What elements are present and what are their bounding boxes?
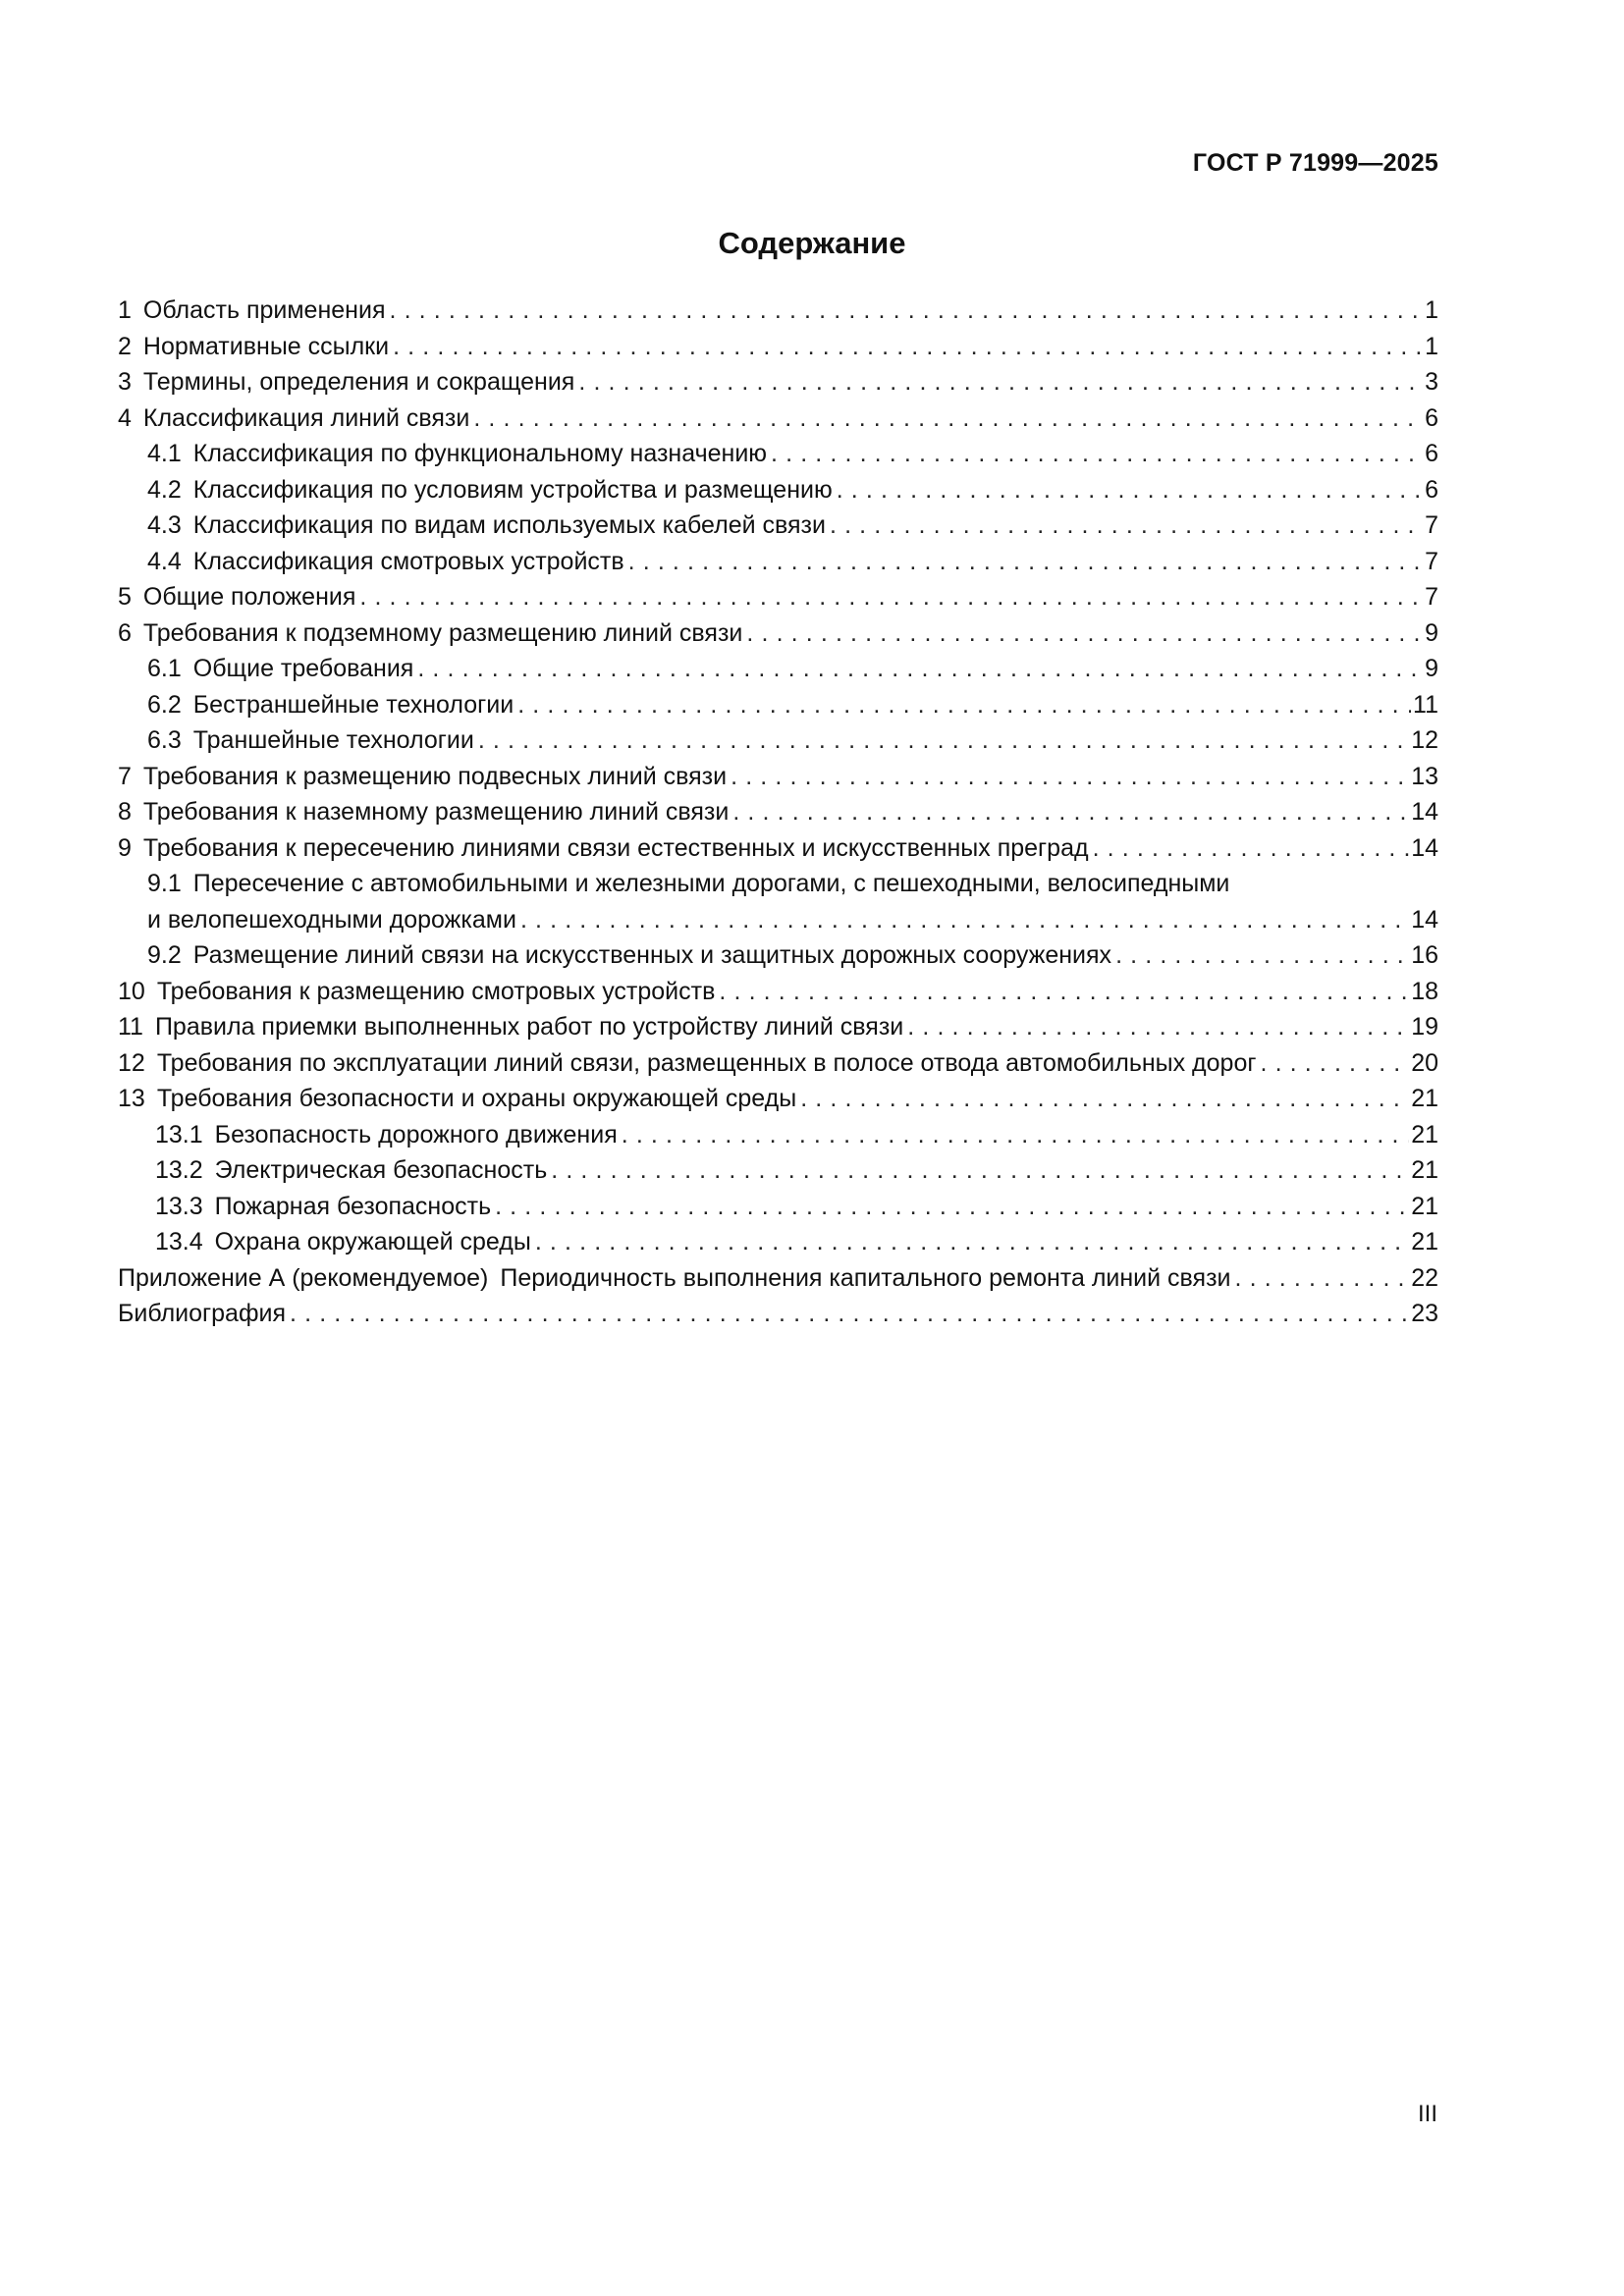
toc-entry-title: Размещение линий связи на искусственных и защитных дорожных сооружениях: [192, 941, 1112, 969]
toc-entry-page: 21: [1409, 1152, 1438, 1189]
toc-entry-page: 21: [1409, 1081, 1438, 1117]
toc-subentry[interactable]: [118, 937, 1438, 974]
toc-entry-number: 3: [118, 368, 132, 396]
toc-entry-title: Требования к пересечению линиями связи естественных и искусственных преград: [142, 833, 1089, 862]
toc-entry[interactable]: [118, 329, 1438, 365]
toc-entry-number: 11: [118, 1013, 143, 1041]
toc-leader-dots: [517, 687, 1411, 723]
toc-leader-dots: [837, 472, 1423, 508]
toc-entry-number: 4.3: [147, 511, 182, 539]
toc-entry[interactable]: [118, 1081, 1438, 1117]
toc-entry-page: 9: [1423, 615, 1438, 652]
toc-leader-dots: [1235, 1260, 1410, 1297]
toc-subentry[interactable]: [118, 1152, 1438, 1189]
toc-subentry[interactable]: [118, 472, 1438, 508]
toc-entry-title: Траншейные технологии: [192, 726, 474, 754]
toc-entry[interactable]: [118, 759, 1438, 795]
toc-entry-title: Нормативные ссылки: [142, 332, 390, 360]
toc-entry[interactable]: [118, 830, 1438, 867]
toc-entry-page: 13: [1409, 759, 1438, 795]
toc-entry-page: 6: [1423, 472, 1438, 508]
toc-entry-title: Классификация по функциональному назначению: [192, 440, 768, 467]
table-of-contents: [118, 293, 1438, 1332]
toc-entry-title: Классификация линий связи: [142, 403, 470, 432]
toc-entry-number: 9.1: [147, 870, 182, 897]
toc-entry-title: Библиография: [118, 1300, 287, 1327]
toc-entry-number: 2: [118, 332, 132, 360]
toc-entry-title: Область применения: [142, 296, 386, 324]
toc-entry-bibliography[interactable]: [118, 1296, 1438, 1332]
toc-subentry[interactable]: [118, 651, 1438, 687]
toc-entry-page: 18: [1409, 974, 1438, 1010]
toc-entry-number: 6.2: [147, 690, 182, 719]
toc-entry-page: 1: [1423, 293, 1438, 329]
toc-entry-appendix[interactable]: [118, 1260, 1438, 1297]
toc-entry-page: 23: [1409, 1296, 1438, 1332]
toc-entry-title: Классификация смотровых устройств: [192, 547, 624, 575]
toc-entry[interactable]: [118, 615, 1438, 652]
toc-entry-title: Пересечение с автомобильными и железными дорогами, с пешеходными, велосипедными: [192, 870, 1230, 897]
toc-leader-dots: [393, 329, 1423, 365]
toc-leader-dots: [290, 1296, 1409, 1332]
toc-entry-page: 21: [1409, 1224, 1438, 1260]
toc-leader-dots: [535, 1224, 1409, 1260]
toc-entry-page: 21: [1409, 1117, 1438, 1153]
toc-entry-page: 7: [1423, 507, 1438, 544]
toc-entry-page: 7: [1423, 544, 1438, 580]
toc-leader-dots: [520, 902, 1409, 938]
toc-leader-dots: [359, 579, 1423, 615]
toc-leader-dots: [1093, 830, 1410, 867]
toc-subentry[interactable]: [118, 1189, 1438, 1225]
toc-subentry[interactable]: [118, 1224, 1438, 1260]
toc-entry-page: 6: [1423, 400, 1438, 437]
toc-entry[interactable]: [118, 579, 1438, 615]
toc-leader-dots: [495, 1189, 1409, 1225]
toc-title: Содержание: [718, 226, 906, 260]
toc-entry-page: 14: [1409, 830, 1438, 867]
toc-entry-number: 5: [118, 583, 132, 611]
toc-leader-dots: [622, 1117, 1409, 1153]
toc-leader-dots: [771, 436, 1423, 472]
toc-entry-title: Требования к подземному размещению линий связи: [142, 618, 743, 647]
toc-entry-page: 1: [1423, 329, 1438, 365]
toc-entry[interactable]: [118, 794, 1438, 830]
toc-entry[interactable]: [118, 364, 1438, 400]
toc-entry-page: 21: [1409, 1189, 1438, 1225]
toc-leader-dots: [731, 759, 1409, 795]
toc-entry-number: 9.2: [147, 941, 182, 969]
toc-leader-dots: [746, 615, 1423, 652]
toc-entry-title: Классификация по видам используемых кабелей связи: [192, 511, 826, 539]
toc-entry-number: 13: [118, 1085, 145, 1112]
document-code: ГОСТ Р 71999—2025: [1192, 149, 1438, 177]
toc-leader-dots: [1115, 937, 1409, 974]
toc-leader-dots: [719, 974, 1409, 1010]
toc-entry-title: Бестраншейные технологии: [192, 690, 514, 719]
toc-entry-number: 13.2: [155, 1156, 203, 1184]
toc-entry[interactable]: [118, 1009, 1438, 1045]
toc-entry-page: 12: [1409, 722, 1438, 759]
toc-leader-dots: [830, 507, 1423, 544]
toc-entry-number: 6.1: [147, 655, 182, 682]
toc-entry-page: 9: [1423, 651, 1438, 687]
toc-entry-number: 7: [118, 762, 132, 790]
toc-entry-number: 13.4: [155, 1228, 203, 1255]
toc-entry[interactable]: [118, 1045, 1438, 1082]
toc-entry-title: Безопасность дорожного движения: [214, 1120, 618, 1148]
toc-leader-dots: [732, 794, 1409, 830]
toc-entry-number: Приложение А (рекомендуемое): [118, 1263, 489, 1292]
toc-entry-title: Требования к наземному размещению линий связи: [142, 798, 730, 826]
toc-leader-dots: [551, 1152, 1409, 1189]
toc-leader-dots: [417, 651, 1423, 687]
toc-leader-dots: [1260, 1045, 1409, 1082]
toc-entry-number: 4: [118, 403, 132, 432]
toc-entry-page: 3: [1423, 364, 1438, 400]
toc-entry-title-continuation: и велопешеходными дорожками: [147, 905, 516, 934]
toc-leader-dots: [800, 1081, 1409, 1117]
toc-leader-dots: [478, 722, 1409, 759]
toc-subentry[interactable]: [118, 544, 1438, 580]
toc-entry-number: 12: [118, 1048, 145, 1077]
toc-subentry-continuation[interactable]: [118, 902, 1438, 938]
toc-entry-page: 19: [1409, 1009, 1438, 1045]
toc-entry-title: Периодичность выполнения капитального ремонта линий связи: [500, 1263, 1231, 1292]
toc-leader-dots: [628, 544, 1423, 580]
toc-entry-page: 14: [1409, 794, 1438, 830]
toc-entry-number: 10: [118, 977, 145, 1005]
toc-subentry[interactable]: [118, 507, 1438, 544]
toc-entry-number: 9: [118, 833, 132, 862]
toc-entry[interactable]: [118, 400, 1438, 437]
toc-entry-number: 1: [118, 296, 132, 324]
toc-entry-number: 4.4: [147, 547, 182, 575]
toc-entry-page: 14: [1409, 902, 1438, 938]
toc-entry-title: Охрана окружающей среды: [214, 1228, 531, 1255]
toc-subentry[interactable]: [118, 436, 1438, 472]
toc-entry-page: 22: [1409, 1260, 1438, 1297]
toc-entry-page: 7: [1423, 579, 1438, 615]
toc-entry-page: 11: [1411, 687, 1438, 723]
toc-entry[interactable]: [118, 293, 1438, 329]
toc-entry-number: 13.3: [155, 1192, 203, 1220]
toc-entry-number: 8: [118, 798, 132, 826]
toc-entry-title: Требования к размещению подвесных линий связи: [142, 762, 728, 790]
toc-subentry[interactable]: [118, 866, 1438, 902]
toc-entry-page: 20: [1409, 1045, 1438, 1082]
toc-entry-title: Общие требования: [192, 655, 414, 682]
toc-entry[interactable]: [118, 974, 1438, 1010]
toc-entry-number: 4.1: [147, 440, 182, 467]
toc-entry-page: 6: [1423, 436, 1438, 472]
toc-entry-number: 4.2: [147, 475, 182, 504]
toc-entry-number: 6.3: [147, 726, 182, 754]
page-number: III: [1417, 2101, 1437, 2127]
toc-subentry[interactable]: [118, 687, 1438, 723]
toc-leader-dots: [473, 400, 1423, 437]
toc-leader-dots: [389, 293, 1423, 329]
toc-leader-dots: [578, 364, 1423, 400]
toc-entry-title: Требования по эксплуатации линий связи, размещенных в полосе отвода автомобильных дорог: [156, 1048, 1257, 1077]
toc-subentry[interactable]: [118, 1117, 1438, 1153]
toc-entry-title: Электрическая безопасность: [214, 1156, 548, 1184]
toc-entry-title: Общие положения: [142, 583, 356, 611]
toc-entry-number: 13.1: [155, 1120, 203, 1148]
toc-subentry[interactable]: [118, 722, 1438, 759]
toc-entry-title: Требования безопасности и охраны окружающей среды: [156, 1085, 797, 1112]
toc-leader-dots: [907, 1009, 1409, 1045]
toc-entry-number: 6: [118, 618, 132, 647]
toc-entry-title: Правила приемки выполненных работ по устройству линий связи: [154, 1013, 904, 1041]
toc-entry-title: Классификация по условиям устройства и размещению: [192, 475, 833, 504]
toc-entry-title: Термины, определения и сокращения: [142, 368, 575, 396]
toc-entry-page: 16: [1409, 937, 1438, 974]
toc-entry-title: Требования к размещению смотровых устройств: [156, 977, 716, 1005]
toc-entry-title: Пожарная безопасность: [214, 1192, 492, 1220]
